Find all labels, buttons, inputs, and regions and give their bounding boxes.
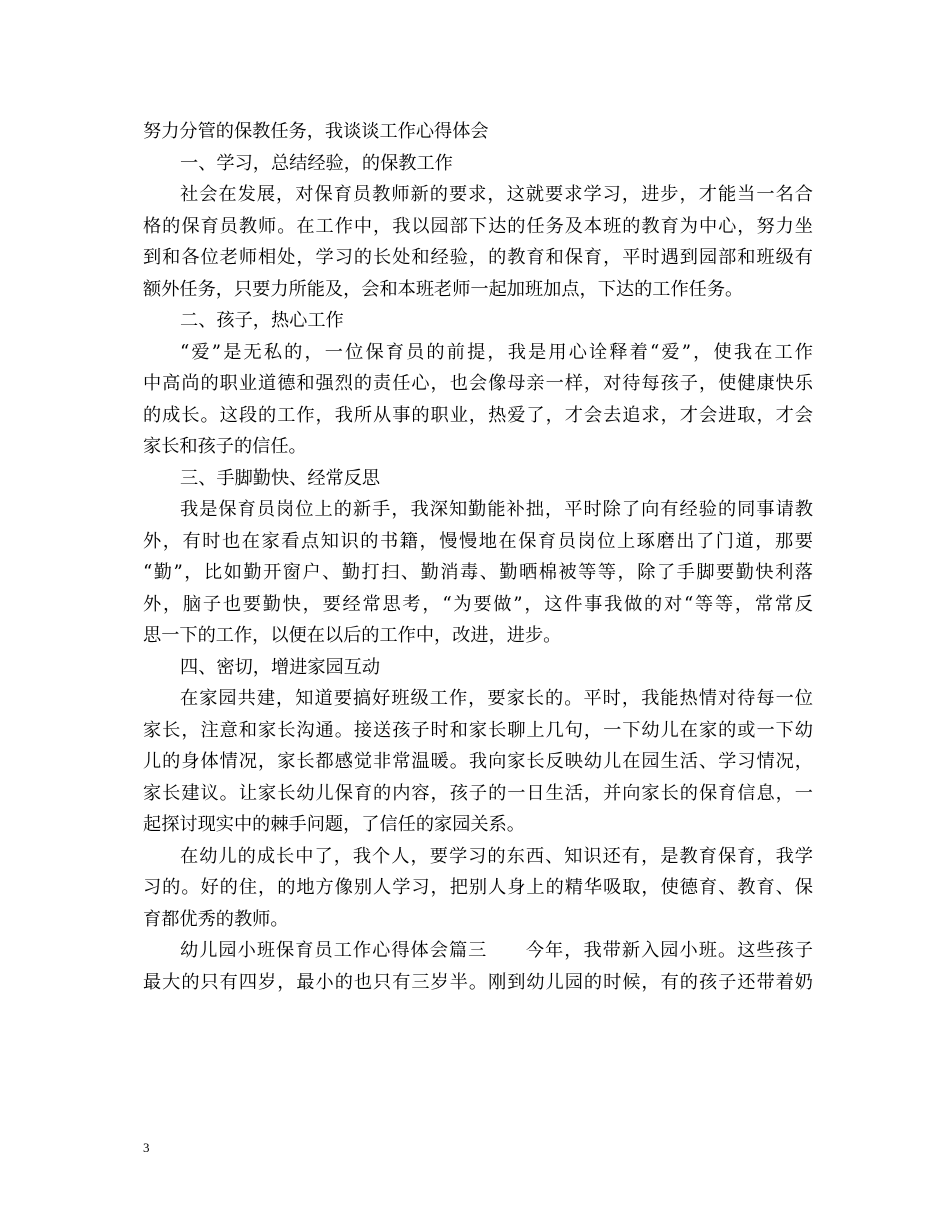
text-line: 家长和孩子的信任。 [143,436,307,457]
text-line: 在家园共建，知道要搞好班级工作，要家长的。平时，我能热情对待每一位 [180,688,813,709]
text-line: 育都优秀的教师。 [143,908,289,930]
text-line: 外，脑子也要勤快，要经常思考，“为要做”，这件事我做的对“等等，常常反 [143,593,813,615]
section-heading: 一、学习，总结经验，的保教工作 [180,152,453,174]
text-line: 的成长。这段的工作，我所从事的职业，热爱了，才会去追求，才会进取，才会 [143,404,813,426]
text-line: 家长建议。让家长幼儿保育的内容，孩子的一日生活，并向家长的保育信息，一 [143,782,813,804]
text-line: 社会在发展，对保育员教师新的要求，这就要求学习，进步，才能当一名合 [180,184,813,205]
page-number: 3 [143,1140,150,1155]
text-line: 额外任务，只要力所能及，会和本班老师一起加班加点，下达的工作任务。 [143,278,744,300]
text-line: 格的保育员教师。在工作中，我以园部下达的任务及本班的教育为中心，努力坐 [143,215,813,237]
section-heading: 四、密切，增进家园互动 [180,656,381,678]
section-heading: 二、孩子，热心工作 [180,310,344,331]
text-line: “勤”，比如勤开窗户、勤打扫、勤消毒、勤晒棉被等等，除了手脚要勤快利落 [143,562,813,583]
text-line: 家长，注意和家长沟通。接送孩子时和家长聊上几句，一下幼儿在家的或一下幼 [143,719,813,741]
text-line: 中高尚的职业道德和强烈的责任心，也会像母亲一样，对待每孩子，使健康快乐 [143,373,813,394]
section-heading: 三、手脚勤快、经常反思 [180,467,381,489]
text-line: 起探讨现实中的棘手问题，了信任的家园关系。 [143,814,525,835]
text-line: 习的。好的住，的地方像别人学习，把别人身上的精华吸取，使德育、教育、保 [143,877,813,898]
text-line: 幼儿园小班保育员工作心得体会篇三 今年，我带新入园小班。这些孩子 [180,940,813,961]
text-line: “爱”是无私的，一位保育员的前提，我是用心诠释着“爱”，使我在工作 [180,341,813,363]
text-line: 我是保育员岗位上的新手，我深知勤能补拙，平时除了向有经验的同事请教 [180,499,813,520]
text-line: 外，有时也在家看点知识的书籍，慢慢地在保育员岗位上琢磨出了门道，那要 [143,530,813,552]
text-line: 在幼儿的成长中了，我个人，要学习的东西、知识还有，是教育保育，我学 [180,845,813,867]
text-line: 思一下的工作，以便在以后的工作中，改进，进步。 [143,625,562,646]
text-line: 到和各位老师相处，学习的长处和经验，的教育和保育，平时遇到园部和班级有 [143,247,813,268]
text-line: 最大的只有四岁，最小的也只有三岁半。刚到幼儿园的时候，有的孩子还带着奶 [143,971,813,993]
text-line: 儿的身体情况，家长都感觉非常温暖。我向家长反映幼儿在园生活、学习情况， [143,751,813,772]
text-line: 努力分管的保教任务，我谈谈工作心得体会 [143,121,489,142]
document-body [143,116,813,998]
